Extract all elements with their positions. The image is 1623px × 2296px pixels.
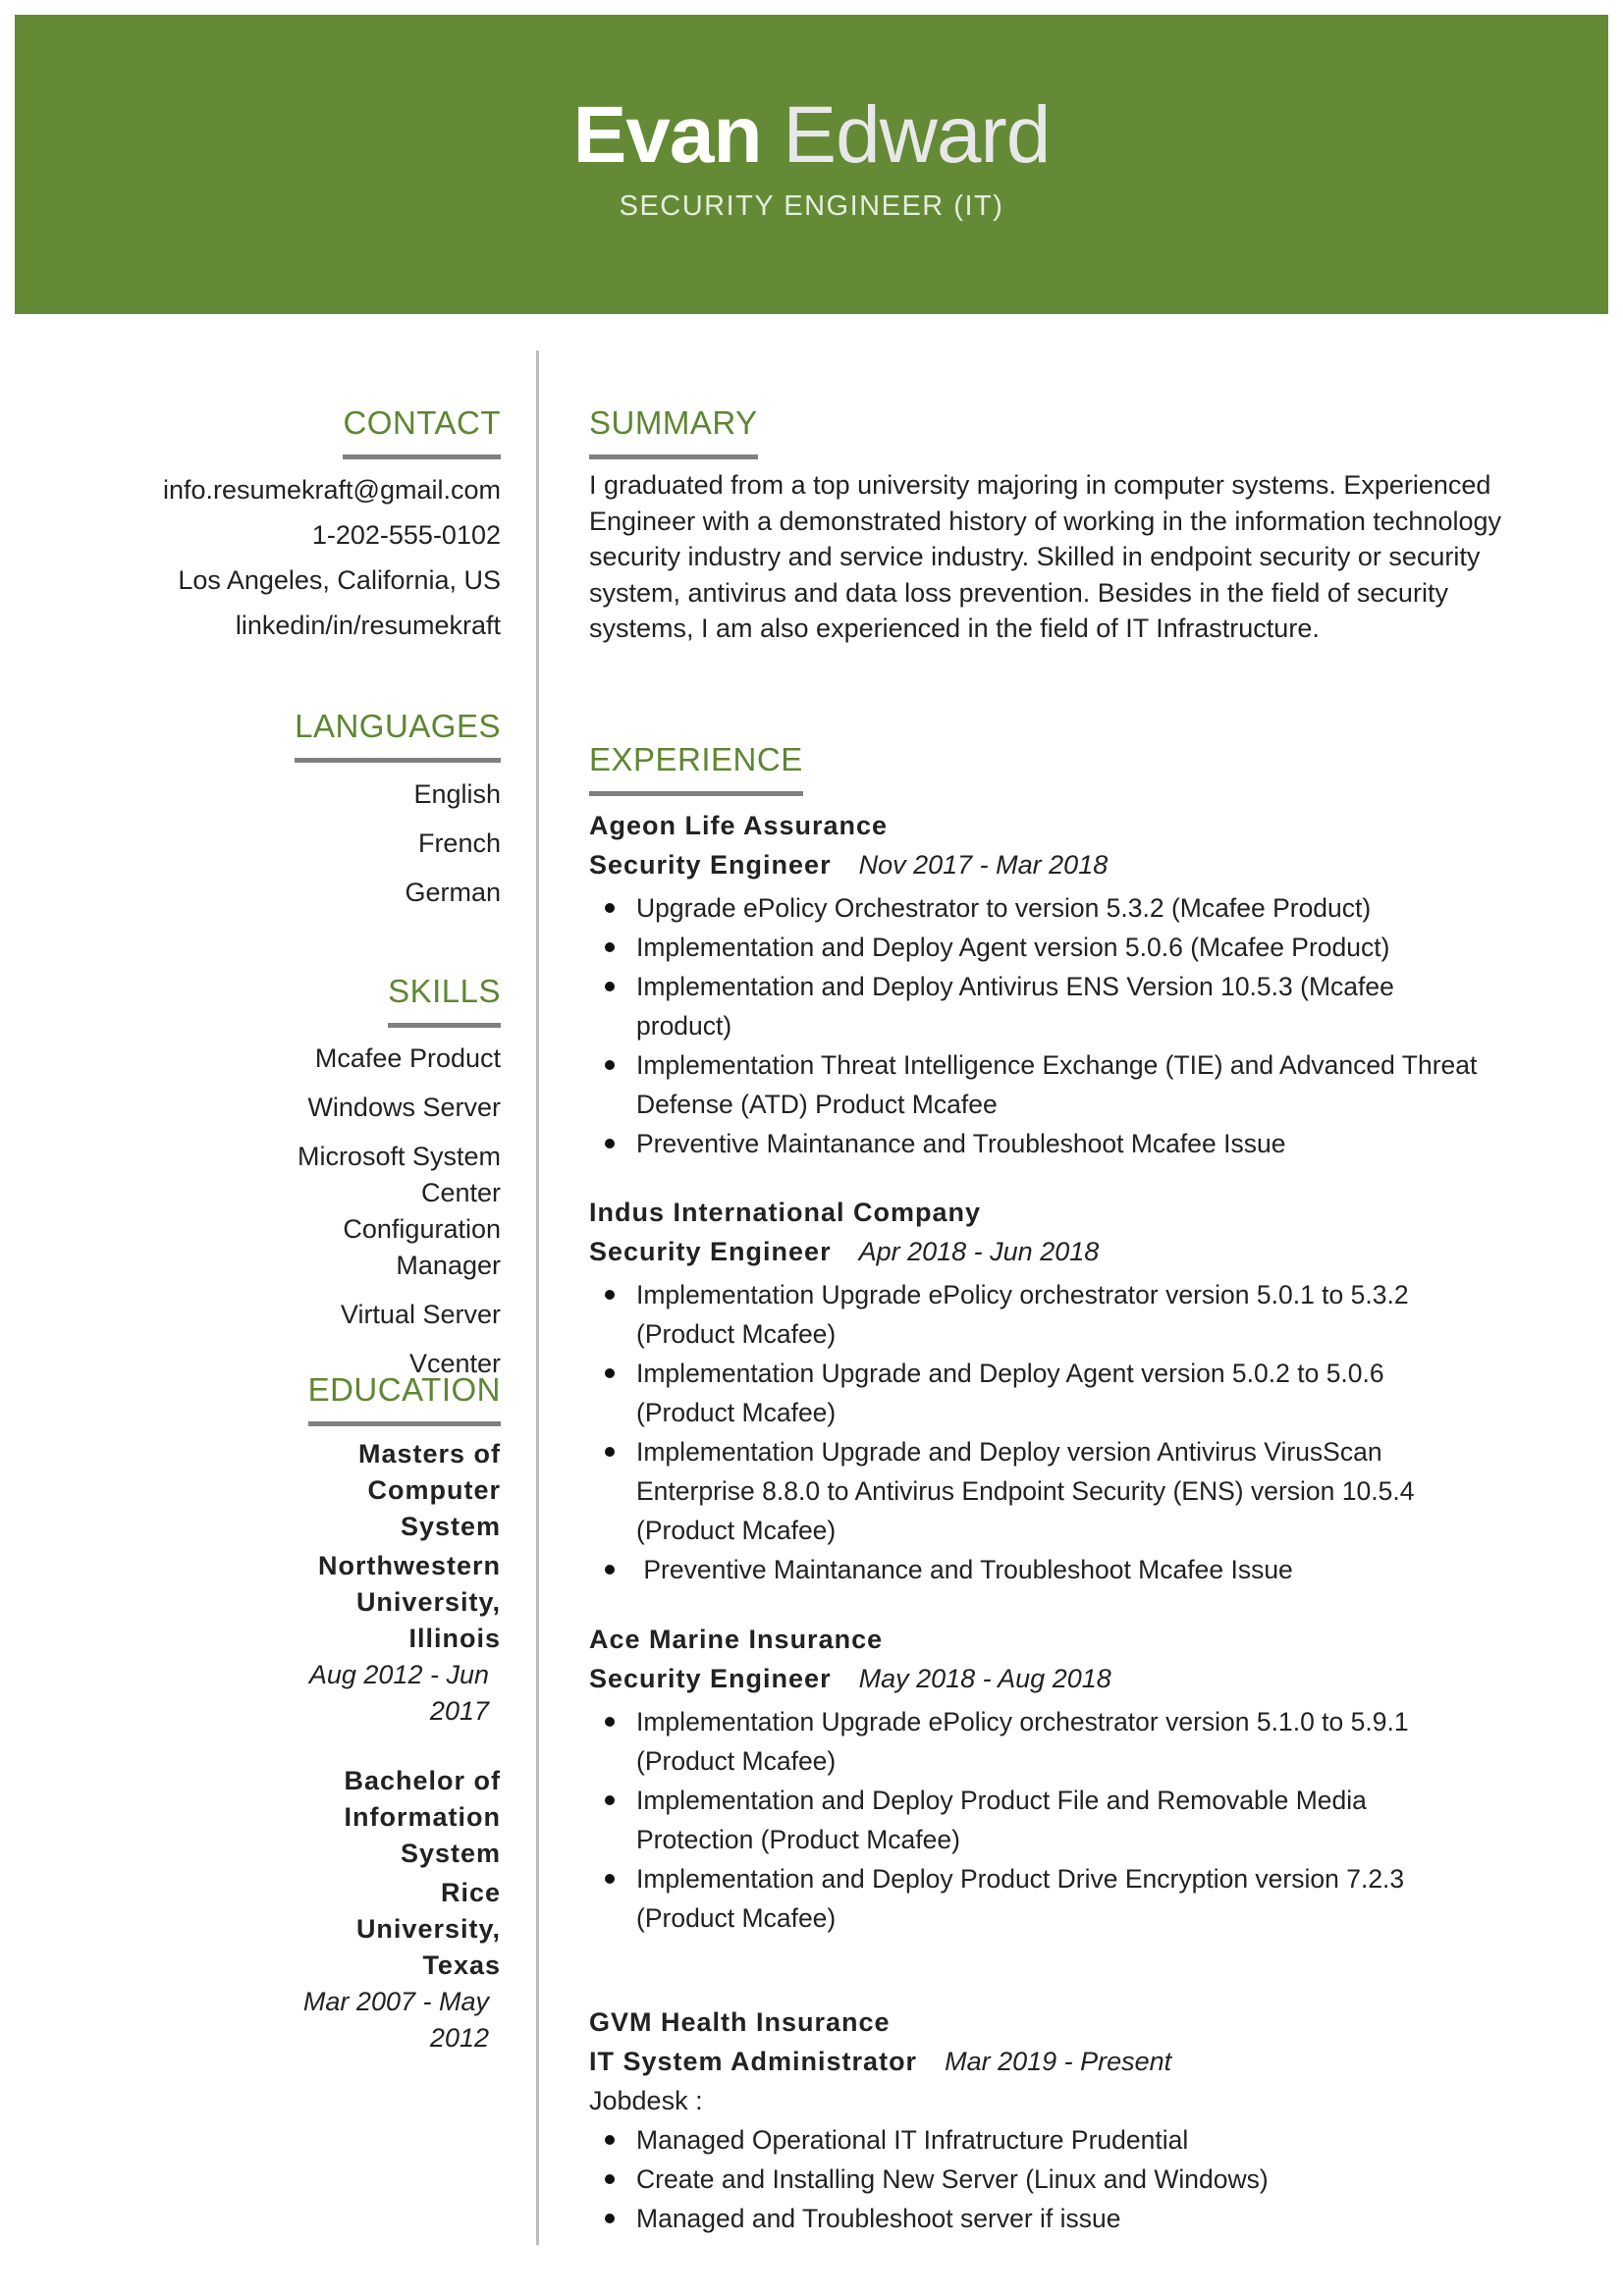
language-item: German xyxy=(405,878,501,907)
education-dates: Mar 2007 - May 2012 xyxy=(302,1987,489,2053)
first-name: Evan xyxy=(572,90,762,180)
job-dates: Apr 2018 - Jun 2018 xyxy=(858,1237,1100,1266)
job-bullet: Implementation and Deploy Product Drive Encryption version 7.2.3 (Product Mcafee) xyxy=(589,1859,1483,1938)
bullet-icon xyxy=(605,1565,615,1575)
contact-section xyxy=(29,403,501,648)
job-role: Security Engineer xyxy=(589,1664,832,1693)
company-name: Indus International Company xyxy=(589,1198,982,1227)
languages-section xyxy=(29,707,501,917)
bullet-icon xyxy=(605,2135,615,2145)
skill-item: Microsoft System Center Configuration Manager xyxy=(297,1142,501,1280)
job-bullet: Preventive Maintanance and Troubleshoot Mcafee Issue xyxy=(589,1124,1483,1163)
bullet-icon xyxy=(605,903,615,913)
skill-item: Mcafee Product xyxy=(314,1043,501,1073)
bullet-icon xyxy=(605,1447,615,1457)
job-role: Security Engineer xyxy=(589,850,832,880)
languages-heading: LANGUAGES xyxy=(295,707,501,763)
summary-text: I graduated from a top university majoring in computer systems. Experienced Engineer with a demonstrated history of working in the information technology security industry and service industry. Skilled in endpoint security or security system, antivirus and data loss prevention. Besides in the field of security systems, I am also experienced in the field of IT Infrastructure. xyxy=(589,470,1502,643)
jobdesk-label: Jobdesk : xyxy=(589,2086,703,2115)
job-entry xyxy=(589,806,1483,1163)
bullet-icon xyxy=(605,1795,615,1805)
language-item: French xyxy=(417,828,501,858)
school: Northwestern University, Illinois xyxy=(317,1551,501,1653)
skills-heading: SKILLS xyxy=(388,972,501,1028)
job-bullet: Implementation and Deploy Agent version 5.0.6 (Mcafee Product) xyxy=(589,928,1483,967)
job-dates: Nov 2017 - Mar 2018 xyxy=(858,850,1109,880)
candidate-name xyxy=(0,86,1623,185)
experience-section xyxy=(589,740,1532,796)
bullet-icon xyxy=(605,1368,615,1378)
bullet-icon xyxy=(605,1717,615,1727)
bullet-icon xyxy=(605,1290,615,1300)
last-name: Edward xyxy=(783,90,1051,180)
bullet-icon xyxy=(605,1139,615,1148)
job-bullet: Implementation and Deploy Product File and Removable Media Protection (Product Mcafee) xyxy=(589,1781,1483,1859)
school: Rice University, Texas xyxy=(355,1878,501,1980)
skill-item: Windows Server xyxy=(307,1093,501,1122)
skills-section xyxy=(29,972,501,1382)
bullet-icon xyxy=(605,2174,615,2184)
contact-location: Los Angeles, California, US xyxy=(178,565,501,595)
contact-email: info.resumekraft@gmail.com xyxy=(162,475,501,505)
job-dates: Mar 2019 - Present xyxy=(945,2047,1172,2076)
education-entry xyxy=(29,1763,501,2056)
education-dates: Aug 2012 - Jun 2017 xyxy=(308,1660,489,1726)
job-role: IT System Administrator xyxy=(589,2047,918,2076)
contact-phone: 1-202-555-0102 xyxy=(311,520,501,550)
language-item: English xyxy=(413,779,501,809)
job-bullet: Implementation Upgrade ePolicy orchestrator version 5.0.1 to 5.3.2 (Product Mcafee) xyxy=(589,1275,1483,1354)
column-divider xyxy=(536,350,539,2245)
degree: Masters of Computer System xyxy=(357,1439,501,1541)
job-bullet: Managed Operational IT Infratructure Prudential xyxy=(589,2120,1483,2160)
bullet-icon xyxy=(605,1874,615,1884)
company-name: Ageon Life Assurance xyxy=(589,811,889,840)
bullet-icon xyxy=(605,942,615,952)
job-role: Security Engineer xyxy=(589,1237,832,1266)
education-section xyxy=(29,1370,501,2056)
job-bullet: Upgrade ePolicy Orchestrator to version 5.3.2 (Mcafee Product) xyxy=(589,888,1483,928)
summary-section xyxy=(589,403,1532,647)
education-entry xyxy=(29,1436,501,1730)
skill-item: Virtual Server xyxy=(340,1300,501,1329)
job-bullet: Create and Installing New Server (Linux and Windows) xyxy=(589,2160,1483,2199)
bullet-icon xyxy=(605,1060,615,1070)
job-dates: May 2018 - Aug 2018 xyxy=(858,1664,1111,1693)
bullet-icon xyxy=(605,2214,615,2223)
degree: Bachelor of Information System xyxy=(344,1766,501,1868)
education-heading: EDUCATION xyxy=(308,1370,501,1426)
contact-heading: CONTACT xyxy=(343,403,501,459)
job-bullet: Implementation Upgrade ePolicy orchestrator version 5.1.0 to 5.9.1 (Product Mcafee) xyxy=(589,1702,1483,1781)
company-name: Ace Marine Insurance xyxy=(589,1625,884,1654)
job-bullet: Implementation Threat Intelligence Exchange (TIE) and Advanced Threat Defense (ATD) Product Mcafee xyxy=(589,1045,1483,1124)
job-bullet: Managed and Troubleshoot server if issue xyxy=(589,2199,1483,2238)
experience-heading: EXPERIENCE xyxy=(589,740,803,796)
contact-linkedin: linkedin/in/resumekraft xyxy=(235,611,501,640)
job-entry xyxy=(589,1620,1483,1938)
skill-item: Vcenter xyxy=(408,1349,501,1378)
job-entry xyxy=(589,2002,1483,2238)
job-bullet: Implementation and Deploy Antivirus ENS Version 10.5.3 (Mcafee product) xyxy=(589,967,1483,1045)
job-bullet: Preventive Maintanance and Troubleshoot Mcafee Issue xyxy=(589,1550,1483,1589)
job-bullet: Implementation Upgrade and Deploy version Antivirus VirusScan Enterprise 8.8.0 to Antivirus Endpoint Security (ENS) version 10.5.4 (Product Mcafee) xyxy=(589,1432,1483,1550)
job-bullet: Implementation Upgrade and Deploy Agent version 5.0.2 to 5.0.6 (Product Mcafee) xyxy=(589,1354,1483,1432)
job-entry xyxy=(589,1193,1483,1589)
bullet-icon xyxy=(605,982,615,991)
summary-heading: SUMMARY xyxy=(589,403,758,459)
job-title: SECURITY ENGINEER (IT) xyxy=(619,190,1004,222)
company-name: GVM Health Insurance xyxy=(589,2007,891,2037)
